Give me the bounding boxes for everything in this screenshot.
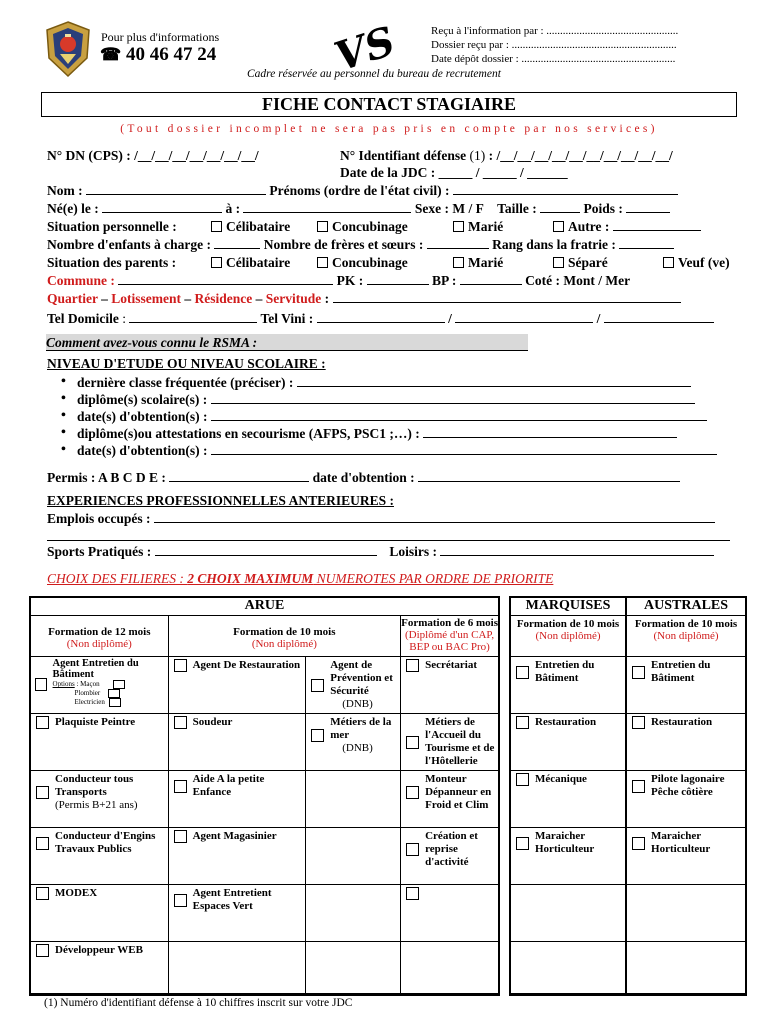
residence-label: Résidence — [194, 291, 253, 306]
marquises-header: MARQUISES — [511, 598, 627, 616]
option-a-restauration[interactable]: Restauration — [626, 714, 745, 771]
emplois-label: Emplois occupés : — [47, 511, 151, 526]
date-obtention-label: date d'obtention : — [312, 470, 415, 485]
situation-perso-row: Situation personnelle : Célibataire Concubinage Marié Autre : — [47, 219, 177, 235]
tel-vini-label: Tel Vini : — [260, 311, 314, 326]
defense-id-field[interactable]: N° Identifiant défense (1) : /__/__/__/__/__/__/__/__/__/__/ — [340, 148, 673, 163]
empty-cell — [168, 942, 306, 994]
nb-freres-label: Nombre de frères et sœurs : — [263, 237, 424, 252]
emplois-row — [47, 511, 715, 527]
pk-label: PK : — [336, 273, 364, 288]
empty-cell — [306, 828, 401, 885]
phone-icon: ☎ — [100, 45, 122, 64]
page-title: FICHE CONTACT STAGIAIRE — [261, 94, 517, 114]
marquises-col-header: Formation de 10 mois (Non diplômé) — [511, 616, 627, 657]
empty-cell — [401, 942, 499, 994]
option-electricien-checkbox[interactable] — [109, 698, 121, 707]
arue-table — [30, 597, 499, 994]
commune-input[interactable] — [118, 274, 333, 285]
celibataire-checkbox[interactable] — [211, 221, 222, 232]
tel-vini-input-3[interactable] — [604, 312, 714, 323]
jdc-date-field[interactable]: Date de la JDC : _____ / _____ / ______ — [340, 165, 568, 180]
file-date-line: Date dépôt dossier : ........................................................ — [431, 53, 676, 65]
parents-separe-checkbox[interactable] — [553, 257, 564, 268]
empty-cell — [511, 885, 627, 942]
parents-marie-checkbox[interactable] — [453, 257, 464, 268]
tel-vini-input-2[interactable] — [455, 312, 593, 323]
islands-table — [510, 597, 746, 994]
option-conducteur-transports[interactable]: Conducteur tous Transports (Permis B+21 ans) — [31, 771, 169, 828]
petite-enfance-checkbox[interactable] — [174, 780, 187, 793]
situation-parents-row: Situation des parents : Célibataire Concubinage Marié Séparé Veuf (ve) — [47, 255, 730, 270]
agent-entretien-checkbox[interactable] — [35, 678, 47, 691]
loisirs-input[interactable] — [440, 545, 714, 556]
blank-checkbox[interactable] — [406, 887, 419, 900]
accueil-tourisme-checkbox[interactable] — [406, 736, 419, 749]
footnote: (1) Numéro d'identifiant défense à 10 chiffres inscrit sur votre JDC — [44, 997, 353, 1009]
option-agent-prevention[interactable]: Agent de Prévention et Sécurité (DNB) — [306, 657, 401, 714]
niveau-item[interactable]: • diplôme(s) scolaire(s) : — [64, 392, 717, 409]
agent-restauration-checkbox[interactable] — [174, 659, 187, 672]
parents-celibataire-checkbox[interactable] — [211, 257, 222, 268]
info-label: Pour plus d'informations — [101, 30, 220, 44]
option-m-mecanique[interactable]: Mécanique — [511, 771, 627, 828]
modex-checkbox[interactable] — [36, 887, 49, 900]
parents-concubinage-checkbox[interactable] — [317, 257, 328, 268]
m-entretien-checkbox[interactable] — [516, 666, 529, 679]
concubinage-checkbox[interactable] — [317, 221, 328, 232]
a-restauration-checkbox[interactable] — [632, 716, 645, 729]
empty-cell — [511, 942, 627, 994]
option-accueil-tourisme[interactable]: Métiers de l'Accueil du Tourisme et de l'Hôtellerie — [401, 714, 499, 771]
conducteur-engins-checkbox[interactable] — [36, 837, 49, 850]
commune-label: Commune : — [47, 273, 115, 288]
option-m-maraicher[interactable]: Maraicher Horticulteur — [511, 828, 627, 885]
sexe-field[interactable]: Sexe : M / F — [414, 201, 484, 216]
magasinier-checkbox[interactable] — [174, 830, 187, 843]
title-box — [41, 92, 737, 117]
creation-activite-checkbox[interactable] — [406, 843, 419, 856]
family-row — [47, 237, 674, 253]
ne-le-label: Né(e) le : — [47, 201, 99, 216]
soudeur-checkbox[interactable] — [174, 716, 187, 729]
agent-prevention-checkbox[interactable] — [311, 679, 324, 692]
niveau-item[interactable]: • dernière classe fréquentée (préciser) : — [64, 375, 717, 392]
empty-cell — [626, 942, 745, 994]
choix-heading: CHOIX DES FILIERES : 2 CHOIX MAXIMUM NUMEROTES PAR ORDRE DE PRIORITE — [47, 571, 554, 586]
conducteur-transports-checkbox[interactable] — [36, 786, 49, 799]
option-m-restauration[interactable]: Restauration — [511, 714, 627, 771]
empty-cell — [306, 771, 401, 828]
situation-perso-label: Situation personnelle : — [47, 219, 177, 234]
option-conducteur-engins[interactable]: Conducteur d'Engins Travaux Publics — [31, 828, 169, 885]
poids-input[interactable] — [626, 202, 670, 213]
autre-input[interactable] — [613, 220, 701, 231]
secretariat-checkbox[interactable] — [406, 659, 419, 672]
dn-field[interactable]: N° DN (CPS) : /__/__/__/__/__/__/__/ — [47, 148, 259, 163]
sports-input[interactable] — [155, 545, 377, 556]
quartier-input[interactable] — [333, 292, 681, 303]
parents-veuf-checkbox[interactable] — [663, 257, 674, 268]
australes-header: AUSTRALES — [626, 598, 745, 616]
option-plaquiste-peintre[interactable]: Plaquiste Peintre — [31, 714, 169, 771]
rsma-emblem — [43, 20, 93, 78]
empty-option-cell[interactable] — [401, 885, 499, 942]
poids-label: Poids : — [583, 201, 623, 216]
m-maraicher-checkbox[interactable] — [516, 837, 529, 850]
autre-checkbox[interactable] — [553, 221, 564, 232]
option-a-entretien-batiment[interactable]: Entretien du Bâtiment — [626, 657, 745, 714]
quartier-row: Quartier – Lotissement – Résidence – Servitude : — [47, 291, 681, 307]
file-received-line: Dossier reçu par : ............................................................ — [431, 39, 677, 51]
option-a-pilote-lagonaire[interactable]: Pilote lagonaire Pêche côtière — [626, 771, 745, 828]
niveau-item[interactable]: • diplôme(s)ou attestations en secourisme (AFPS, PSC1 ;…) : — [64, 426, 717, 443]
niveau-list — [64, 375, 717, 460]
tel-domicile-label: Tel Domicile — [47, 311, 119, 326]
empty-cell — [626, 885, 745, 942]
option-metiers-mer[interactable]: Métiers de la mer (DNB) — [306, 714, 401, 771]
col-10-header: Formation de 10 mois (Non diplômé) — [168, 616, 401, 657]
taille-label: Taille : — [497, 201, 537, 216]
servitude-label: Servitude — [265, 291, 322, 306]
vs-logo-text: VS — [329, 17, 401, 81]
plaquiste-checkbox[interactable] — [36, 716, 49, 729]
permis-row — [47, 470, 680, 486]
name-row — [47, 183, 678, 199]
option-macon-checkbox[interactable] — [113, 680, 125, 689]
col-6-header: Formation de 6 mois (Diplômé d'un CAP, BEP ou BAC Pro) — [401, 616, 499, 657]
nb-enfants-label: Nombre d'enfants à charge : — [47, 237, 211, 252]
option-aide-petite-enfance[interactable]: Aide A la petite Enfance — [168, 771, 306, 828]
permis-input[interactable] — [169, 471, 309, 482]
option-m-entretien-batiment[interactable]: Entretien du Bâtiment — [511, 657, 627, 714]
option-secretariat[interactable]: Secrétariat — [401, 657, 499, 714]
a-label: à : — [225, 201, 241, 216]
received-info-line: Reçu à l'information par : ................................................ — [431, 25, 679, 37]
a-maraicher-checkbox[interactable] — [632, 837, 645, 850]
rsma-question: Comment avez-vous connu le RSMA : — [46, 335, 258, 350]
rang-input[interactable] — [619, 238, 674, 249]
date-obtention-input[interactable] — [418, 471, 680, 482]
m-restauration-checkbox[interactable] — [516, 716, 529, 729]
loisirs-label: Loisirs : — [389, 544, 438, 559]
australes-col-header: Formation de 10 mois (Non diplômé) — [626, 616, 745, 657]
sports-label: Sports Pratiqués : — [47, 544, 152, 559]
birth-row — [47, 201, 670, 217]
option-agent-restauration[interactable]: Agent De Restauration — [168, 657, 306, 714]
developpeur-web-checkbox[interactable] — [36, 944, 49, 957]
reserved-note: Cadre réservée au personnel du bureau de recrutement — [247, 68, 501, 80]
m-mecanique-checkbox[interactable] — [516, 773, 529, 786]
option-agent-entretien-batiment[interactable]: Agent Entretien du Bâtiment Options : Maçon Plombier Electricien — [31, 657, 169, 714]
niveau-heading: NIVEAU D'ETUDE OU NIVEAU SCOLAIRE : — [47, 356, 326, 371]
rsma-question-box[interactable] — [46, 334, 528, 351]
niveau-item[interactable]: • date(s) d'obtention(s) : — [64, 409, 717, 426]
option-modex[interactable]: MODEX — [31, 885, 169, 942]
pk-input[interactable] — [367, 274, 429, 285]
emplois-extra-line[interactable] — [47, 540, 730, 541]
nom-input[interactable] — [86, 184, 266, 195]
option-developpeur-web[interactable]: Développeur WEB — [31, 942, 169, 994]
monteur-depanneur-checkbox[interactable] — [406, 786, 419, 799]
bp-label: BP : — [432, 273, 457, 288]
prenoms-input[interactable] — [453, 184, 678, 195]
bp-input[interactable] — [460, 274, 522, 285]
option-soudeur[interactable]: Soudeur — [168, 714, 306, 771]
nb-freres-input[interactable] — [427, 238, 489, 249]
nom-label: Nom : — [47, 183, 83, 198]
prenoms-label: Prénoms (ordre de l'état civil) : — [269, 183, 450, 198]
birth-date-input[interactable] — [102, 202, 222, 213]
subtitle: (Tout dossier incomplet ne sera pas pris en compte par nos services) — [120, 123, 658, 135]
lotissement-label: Lotissement — [111, 291, 181, 306]
empty-cell — [306, 885, 401, 942]
nb-enfants-input[interactable] — [214, 238, 260, 249]
rang-label: Rang dans la fratrie : — [492, 237, 616, 252]
tel-domicile-input[interactable] — [129, 312, 257, 323]
situation-parents-label: Situation des parents : — [47, 255, 177, 270]
empty-cell — [306, 942, 401, 994]
marie-checkbox[interactable] — [453, 221, 464, 232]
option-plombier-checkbox[interactable] — [108, 689, 120, 698]
cote-field[interactable]: Coté : Mont / Mer — [525, 273, 631, 288]
metiers-mer-checkbox[interactable] — [311, 729, 324, 742]
niveau-item[interactable]: • date(s) d'obtention(s) : — [64, 443, 717, 460]
address-row — [47, 273, 630, 289]
vs-logo — [329, 17, 401, 81]
birth-place-input[interactable] — [243, 202, 411, 213]
option-a-maraicher[interactable]: Maraicher Horticulteur — [626, 828, 745, 885]
office-box — [431, 24, 678, 66]
col-12-header: Formation de 12 mois (Non diplômé) — [31, 616, 169, 657]
quartier-label: Quartier — [47, 291, 98, 306]
experiences-heading: EXPERIENCES PROFESSIONNELLES ANTERIEURES : — [47, 493, 394, 508]
emplois-input[interactable] — [154, 512, 715, 523]
sports-row — [47, 544, 714, 560]
option-agent-magasinier[interactable]: Agent Magasinier — [168, 828, 306, 885]
arue-header: ARUE — [31, 598, 499, 616]
tel-vini-input-1[interactable] — [317, 312, 445, 323]
phone-number: ☎ 40 46 47 24 — [100, 44, 217, 65]
a-pilote-checkbox[interactable] — [632, 780, 645, 793]
permis-label: Permis : A B C D E : — [47, 470, 166, 485]
option-monteur-depanneur[interactable]: Monteur Dépanneur en Froid et Clim — [401, 771, 499, 828]
espaces-vert-checkbox[interactable] — [174, 894, 187, 907]
phone-row: Tel Domicile : Tel Vini : / / — [47, 311, 714, 327]
option-creation-activite[interactable]: Création et reprise d'activité — [401, 828, 499, 885]
taille-input[interactable] — [540, 202, 580, 213]
option-espaces-vert[interactable]: Agent Entretient Espaces Vert — [168, 885, 306, 942]
a-entretien-checkbox[interactable] — [632, 666, 645, 679]
